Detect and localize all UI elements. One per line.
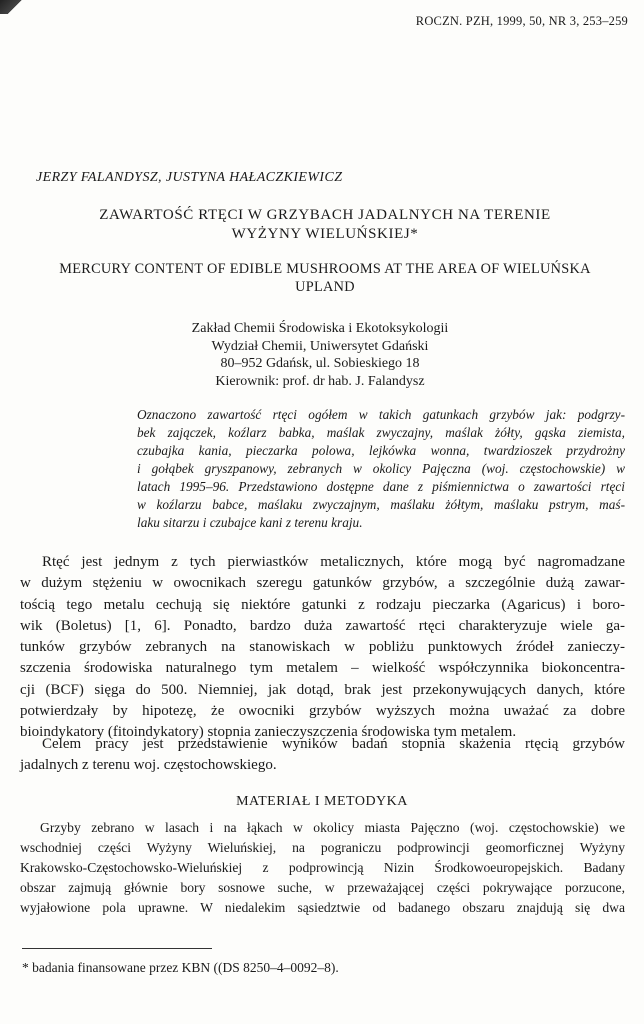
paragraph-line: Grzyby zebrano w lasach i na łąkach w okolicy miasta Pajęczno (woj. częstochowskie) we	[40, 820, 625, 835]
abstract-line: latach 1995–96. Przedstawiono dostępne dane z piśmiennictwa o zawartości rtęci	[137, 479, 625, 494]
abstract-line: bek zajączek, koźlarz babka, maślak zwyczajny, maślak żółty, gąska ziemista,	[137, 425, 625, 440]
affiliation-line: 80–952 Gdańsk, ul. Sobieskiego 18	[220, 356, 420, 371]
affiliation	[150, 320, 490, 390]
title-polish-line: WYŻYNY WIELUŃSKIEJ*	[231, 226, 419, 242]
title-polish	[40, 206, 610, 244]
title-english	[30, 260, 620, 296]
scan-corner-mark	[0, 0, 22, 14]
paragraph-line: w dużym stężeniu w owocnikach szeregu gatunków grzybów, a szczególnie dużą zawar-	[20, 575, 625, 592]
abstract-line: Oznaczono zawartość rtęci ogółem w takich gatunkach grzybów jak: podgrzy-	[137, 407, 625, 422]
body-paragraph-2	[20, 734, 625, 777]
body-paragraph-3	[20, 818, 625, 918]
paragraph-line: szczenia środowiska naturalnego tym metalem – wielkość współczynnika biokoncentra-	[20, 660, 625, 677]
title-english-line: UPLAND	[295, 279, 355, 295]
paragraph-line: wschodniej części Wyżyny Wieluńskiej, na pograniczu podprowincji geomorficznej Wyżyny	[20, 840, 625, 855]
title-english-line: MERCURY CONTENT OF EDIBLE MUSHROOMS AT THE AREA OF WIELUŃSKA	[59, 261, 591, 277]
title-polish-line: ZAWARTOŚĆ RTĘCI W GRZYBACH JADALNYCH NA TERENIE	[99, 207, 551, 223]
paragraph-line: cji (BCF) sięga do 500. Niemniej, jak dotąd, brak jest przekonywujących danych, które	[20, 681, 625, 698]
affiliation-line: Kierownik: prof. dr hab. J. Falandysz	[215, 373, 425, 389]
paragraph-line: potwierdzały by hipotezę, że owocniki grzybów wyższych można uważać za dobre	[20, 703, 625, 720]
paragraph-line: wyjałowione pola uprawne. W niedalekim sąsiedztwie od badanego obszaru znajdują się dwa	[20, 900, 625, 915]
paragraph-line: Krakowsko-Częstochowsko-Wieluńskiej z podprowincją Nizin Środkowoeuropejskich. Badany	[20, 860, 625, 875]
paragraph-line: Celem pracy jest przedstawienie wyników badań stopnia skażenia rtęcią grzybów	[42, 736, 625, 752]
body-paragraph-1	[20, 552, 625, 744]
paragraph-line: wik (Boletus) [1, 6]. Ponadto, bardzo duża zawartość rtęci charakteryzuje wiele ga-	[20, 617, 625, 634]
authors: JERZY FALANDYSZ, JUSTYNA HAŁACZKIEWICZ	[36, 170, 343, 185]
affiliation-line: Wydział Chemii, Uniwersytet Gdański	[211, 338, 429, 354]
footnote-divider	[22, 948, 212, 949]
abstract	[137, 406, 625, 532]
paragraph-line: bioindykatory (fitoindykatory) stopnia zanieczyszczenia środowiska tym metalem.	[20, 724, 517, 741]
abstract-line: i gołąbek gryszpanowy, zebranych w okolicy Pajęczna (woj. częstochowskie) w	[137, 461, 625, 476]
affiliation-line: Zakład Chemii Środowiska i Ekotoksykologii	[191, 321, 449, 336]
abstract-line: laku sitarzu i czubajce kani z terenu kraju.	[137, 515, 363, 530]
abstract-line: w koźlarzu babce, maślaku zwyczajnym, maślaku żółtym, maślaku pstrym, maś-	[137, 497, 625, 512]
footnote: * badania finansowane przez KBN ((DS 8250–4–0092–8).	[22, 960, 339, 975]
paragraph-line: tością tego metalu cechują się niektóre gatunki z rodzaju pieczarka (Agaricus) i boro-	[20, 596, 625, 613]
section-heading: MATERIAŁ I METODYKA	[236, 794, 408, 809]
running-head: ROCZN. PZH, 1999, 50, NR 3, 253–259	[415, 14, 628, 28]
abstract-line: czubajka kania, pieczarka polowa, lejkówka wonna, twardzioszek przydrożny	[137, 443, 625, 458]
paragraph-line: obszar zajmują głównie bory sosnowe suche, w przeważającej części pokrywające porzucone,	[20, 880, 625, 895]
paragraph-line: Rtęć jest jednym z tych pierwiastków metalicznych, które mogą być nagromadzane	[42, 554, 625, 570]
paragraph-line: jadalnych z terenu woj. częstochowskiego.	[20, 757, 277, 774]
paragraph-line: tunków grzybów zebranych na stanowiskach w pobliżu punktowych źródeł zanieczy-	[20, 639, 625, 656]
